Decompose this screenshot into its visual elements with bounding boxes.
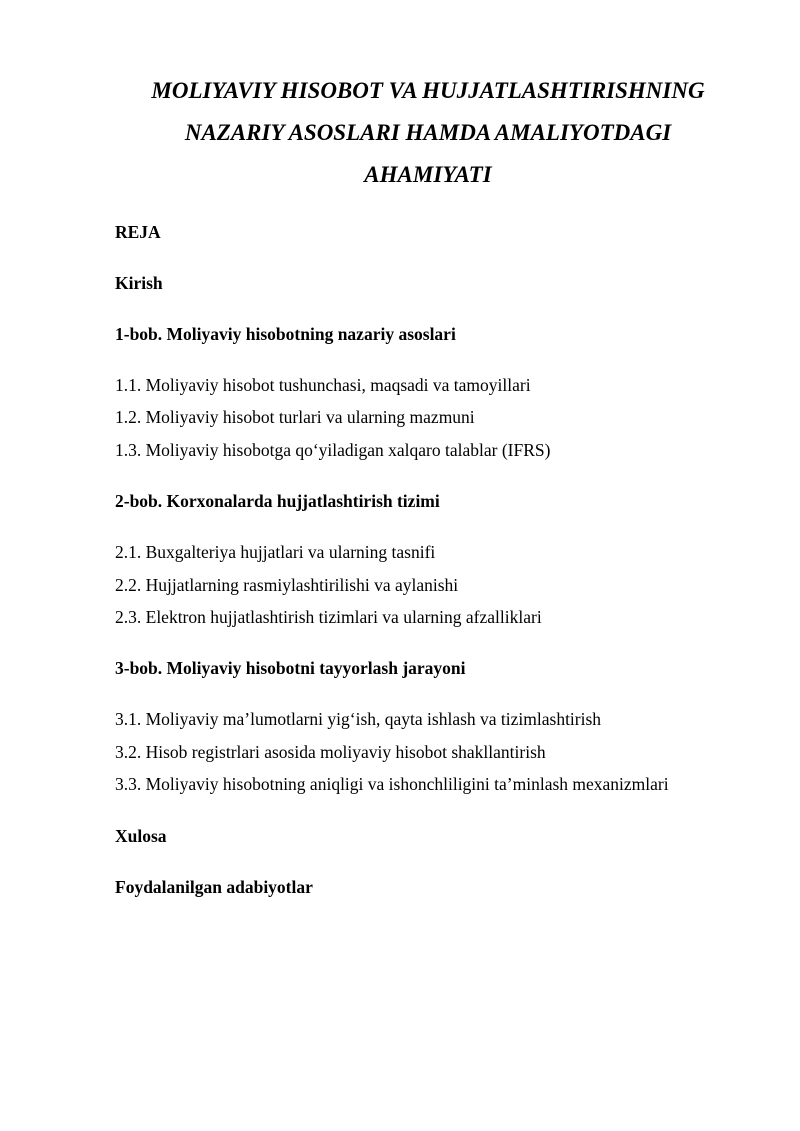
plan-heading: REJA [115, 222, 161, 242]
intro-heading: Kirish [115, 273, 163, 293]
chapter-2-title: 2-bob. Korxonalarda hujjatlashtirish tizimi [115, 491, 440, 511]
chapter-3-item-3: 3.3. Moliyaviy hisobotning aniqligi va ishonchliligini ta’minlash mexanizmlari [115, 774, 669, 794]
references-heading: Foydalanilgan adabiyotlar [115, 877, 313, 897]
chapter-3-item-2: 3.2. Hisob registrlari asosida moliyaviy hisobot shakllantirish [115, 742, 546, 762]
chapter-3-title: 3-bob. Moliyaviy hisobotni tayyorlash jarayoni [115, 658, 466, 678]
conclusion-heading: Xulosa [115, 826, 167, 846]
document-title-line-1: MOLIYAVIY HISOBOT VA HUJJATLASHTIRISHNING [151, 78, 705, 103]
chapter-3-item-1: 3.1. Moliyaviy ma’lumotlarni yig‘ish, qayta ishlash va tizimlashtirish [115, 709, 602, 729]
chapter-1-item-2: 1.2. Moliyaviy hisobot turlari va ularning mazmuni [115, 407, 475, 427]
chapter-1-item-1: 1.1. Moliyaviy hisobot tushunchasi, maqsadi va tamoyillari [115, 375, 531, 395]
document-title-line-3: AHAMIYATI [364, 162, 492, 187]
chapter-1-item-3: 1.3. Moliyaviy hisobotga qo‘yiladigan xalqaro talablar (IFRS) [115, 440, 551, 460]
chapter-2-item-2: 2.2. Hujjatlarning rasmiylashtirilishi va aylanishi [115, 575, 459, 595]
chapter-2-item-3: 2.3. Elektron hujjatlashtirish tizimlari va ularning afzalliklari [115, 607, 542, 627]
chapter-1-title: 1-bob. Moliyaviy hisobotning nazariy asoslari [115, 324, 456, 344]
chapter-2-item-1: 2.1. Buxgalteriya hujjatlari va ularning tasnifi [115, 542, 436, 562]
document-title-line-2: NAZARIY ASOSLARI HAMDA AMALIYOTDAGI [184, 120, 672, 145]
